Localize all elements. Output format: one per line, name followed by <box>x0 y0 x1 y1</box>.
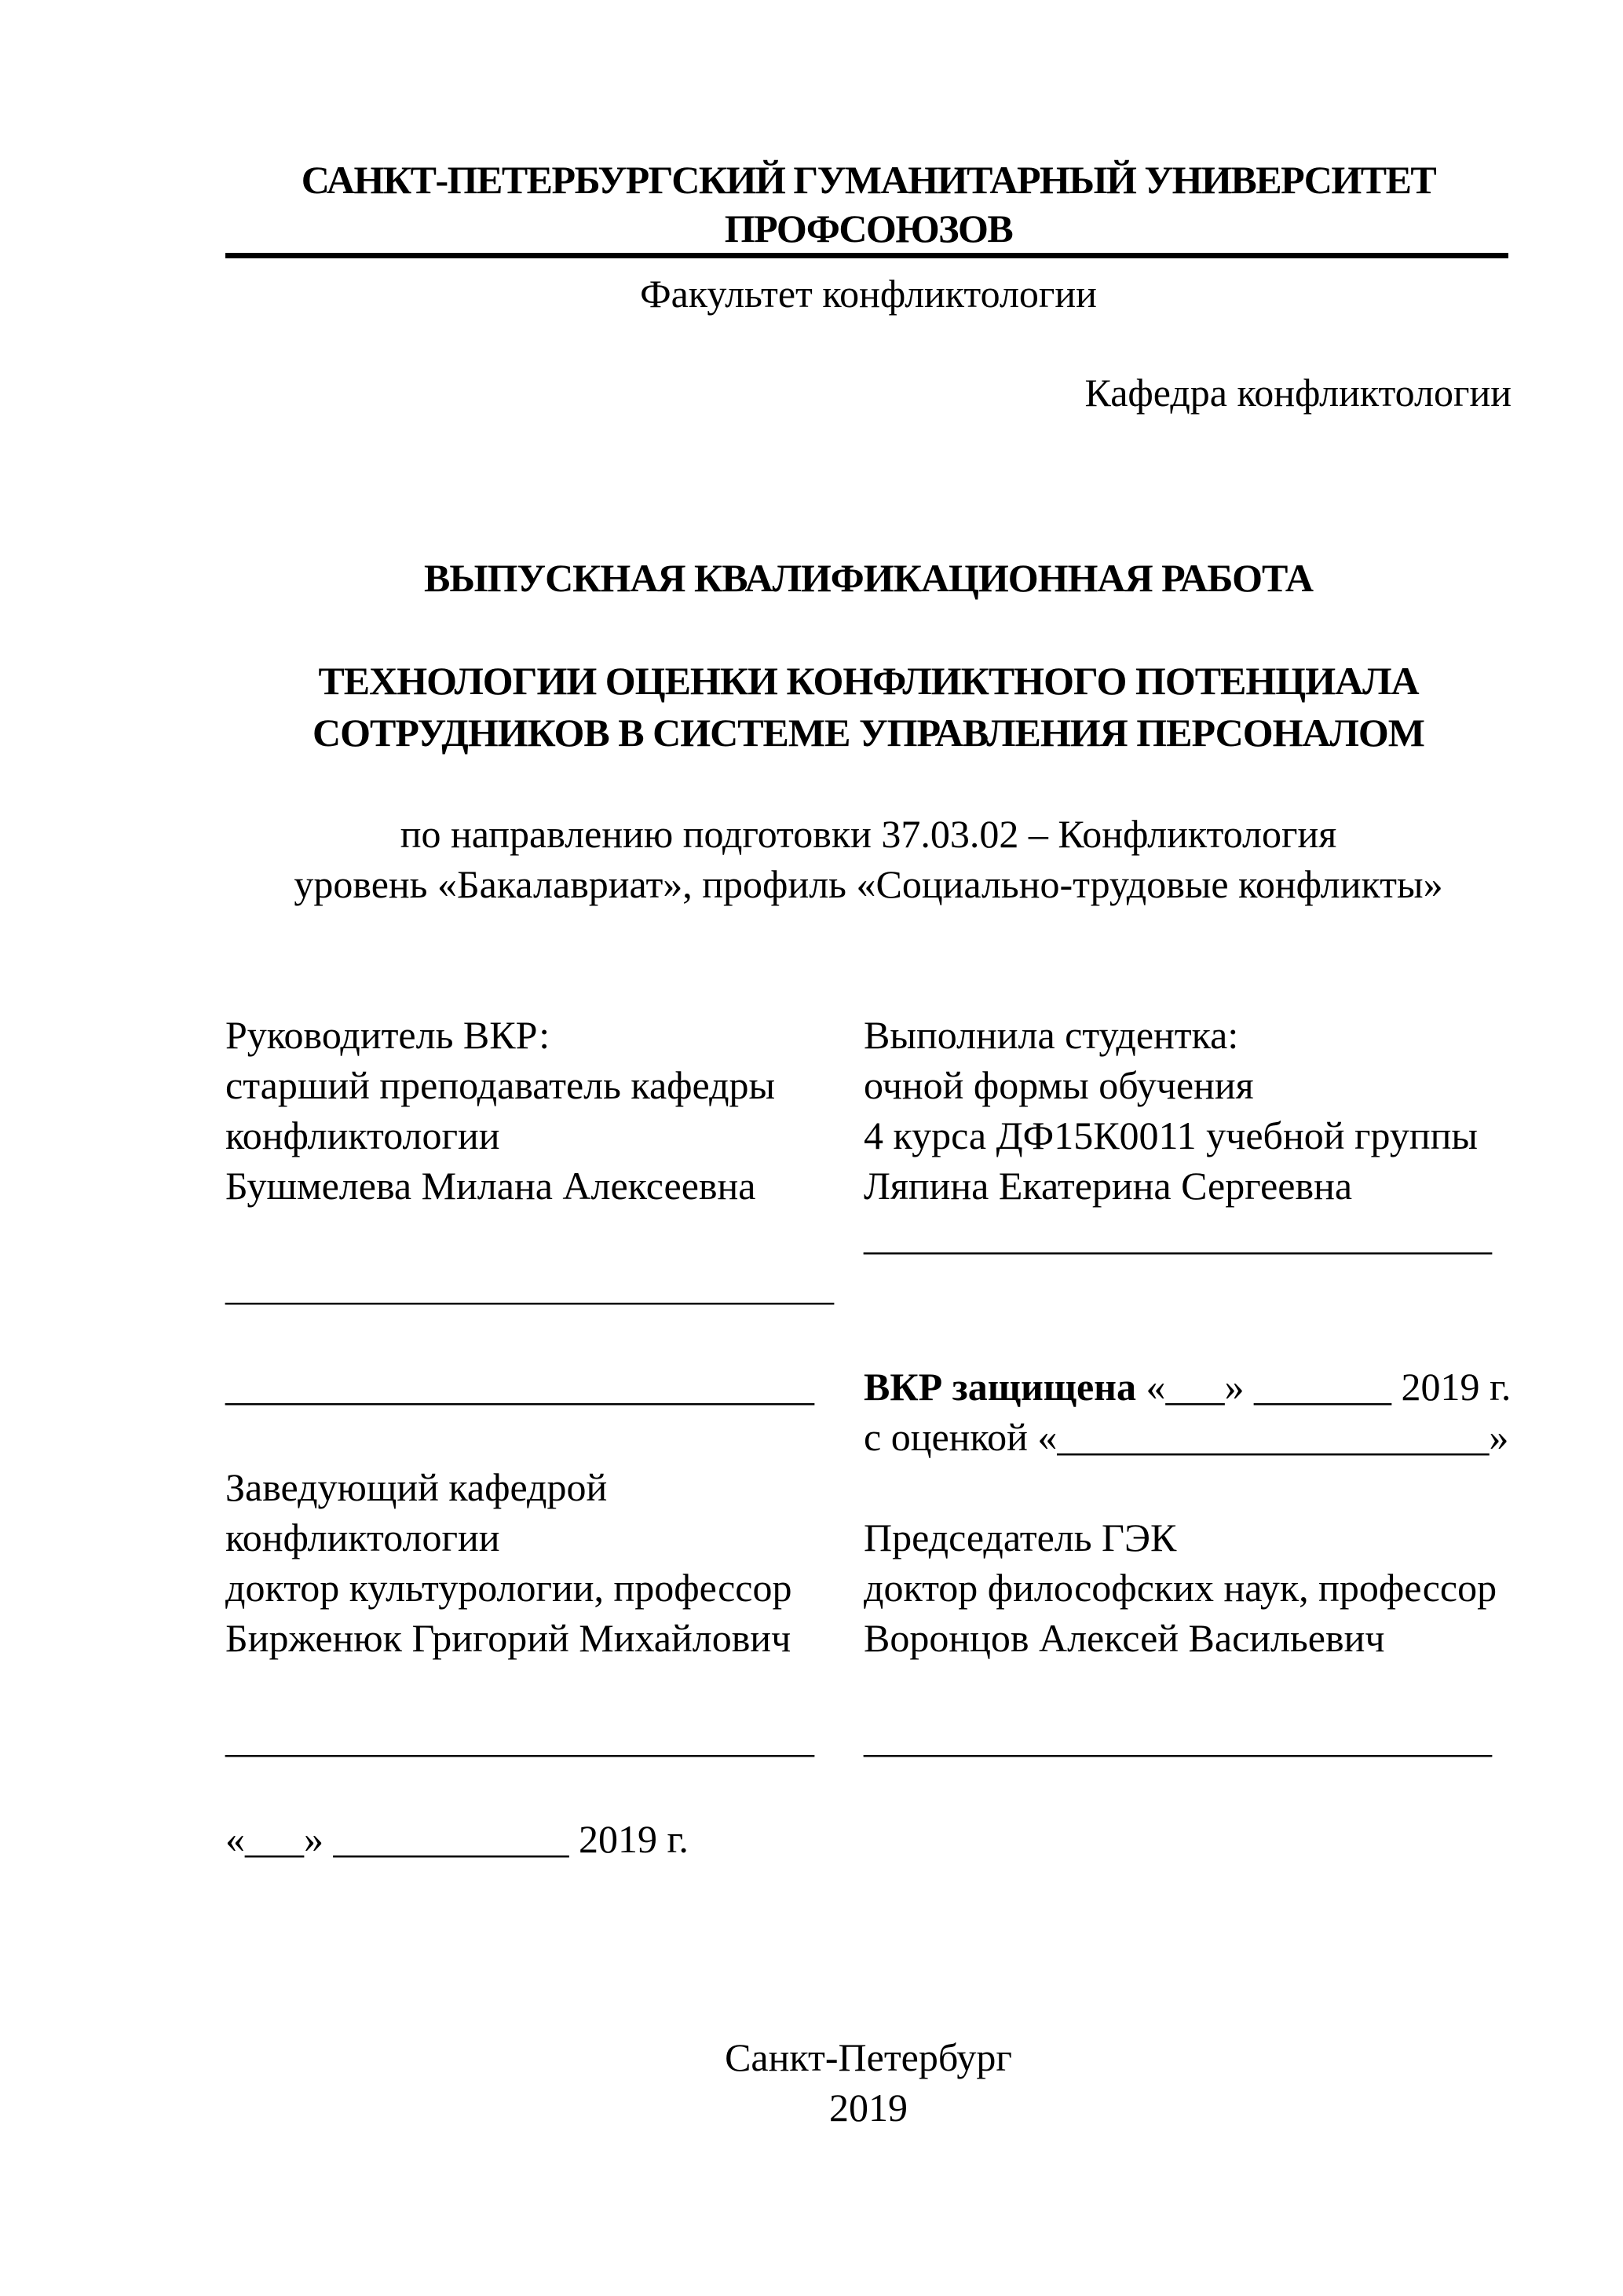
supervisor-position: старший преподаватель кафедры <box>225 1063 776 1107</box>
head-signature-line: ______________________________ <box>225 1717 814 1760</box>
empty-cell <box>225 1311 864 1362</box>
footer <box>225 2032 1512 2133</box>
thesis-title <box>225 655 1512 759</box>
supervisor-signature-line: _______________________________ <box>225 1264 834 1308</box>
student-group: 4 курса ДФ15К0011 учебной группы <box>864 1113 1478 1157</box>
university-name-line2: ПРОФСОЮЗОВ <box>724 207 1013 250</box>
department-name: Кафедра конфликтологии <box>1084 371 1512 415</box>
student-name: Ляпина Екатерина Сергеевна <box>864 1164 1353 1208</box>
empty-cell <box>225 1663 864 1713</box>
head-of-department-label: Заведующий кафедрой <box>225 1465 608 1509</box>
empty-cell <box>864 1814 1512 1864</box>
divider-rule <box>225 253 1508 258</box>
vkr-defended-label: ВКР защищена <box>864 1365 1136 1409</box>
supervisor-position-2: конфликтологии <box>225 1113 500 1157</box>
date-blank-line: «___» ____________ 2019 г. <box>225 1817 689 1861</box>
grade-line: с оценкой «______________________» <box>864 1415 1509 1459</box>
chairman-label: Председатель ГЭК <box>864 1515 1177 1559</box>
student-label: Выполнила студентка: <box>864 1013 1239 1057</box>
supervisor-name: Бушмелева Милана Алексеевна <box>225 1164 756 1208</box>
thesis-title-line1: ТЕХНОЛОГИИ ОЦЕНКИ КОНФЛИКТНОГО ПОТЕНЦИАЛА <box>318 659 1419 703</box>
program-direction: по направлению подготовки 37.03.02 – Конфликтология <box>400 812 1337 856</box>
vkr-defended-blank: «___» _______ 2019 г. <box>1135 1365 1512 1409</box>
program-info <box>225 809 1512 909</box>
empty-cell <box>225 1764 864 1814</box>
chairman-signature-line: ________________________________ <box>864 1717 1492 1760</box>
empty-cell <box>225 1412 864 1462</box>
city-name: Санкт-Петербург <box>725 2035 1012 2079</box>
chairman-name: Воронцов Алексей Васильевич <box>864 1616 1385 1660</box>
year: 2019 <box>829 2086 908 2130</box>
empty-cell <box>864 1764 1512 1814</box>
empty-cell <box>864 1261 1512 1311</box>
university-name-line1: САНКТ-ПЕТЕРБУРГСКИЙ ГУМАНИТАРНЫЙ УНИВЕРСИТЕТ <box>301 158 1436 202</box>
supervisor-signature-line-2: ______________________________ <box>225 1365 814 1409</box>
program-level: уровень «Бакалавриат», профиль «Социально-трудовые конфликты» <box>294 862 1443 906</box>
supervisor-label: Руководитель ВКР: <box>225 1013 550 1057</box>
head-degree: доктор культурологии, профессор <box>225 1566 792 1610</box>
work-type-heading: ВЫПУСКНАЯ КВАЛИФИКАЦИОННАЯ РАБОТА <box>424 556 1313 600</box>
empty-cell <box>225 1211 864 1261</box>
empty-cell <box>864 1663 1512 1713</box>
faculty-name: Факультет конфликтологии <box>640 272 1097 316</box>
head-of-department-label-2: конфликтологии <box>225 1515 500 1559</box>
student-study-form: очной формы обучения <box>864 1063 1254 1107</box>
university-name <box>225 155 1512 253</box>
student-signature-line: ________________________________ <box>864 1214 1492 1258</box>
thesis-title-line2: СОТРУДНИКОВ В СИСТЕМЕ УПРАВЛЕНИЯ ПЕРСОНАЛОМ <box>313 711 1424 755</box>
empty-cell <box>864 1311 1512 1362</box>
vkr-defended-line <box>864 1362 1512 1412</box>
chairman-degree: доктор философских наук, профессор <box>864 1566 1497 1610</box>
head-name: Бирженюк Григорий Михайлович <box>225 1616 791 1660</box>
signature-grid <box>225 1010 1512 1864</box>
empty-cell <box>864 1462 1512 1512</box>
